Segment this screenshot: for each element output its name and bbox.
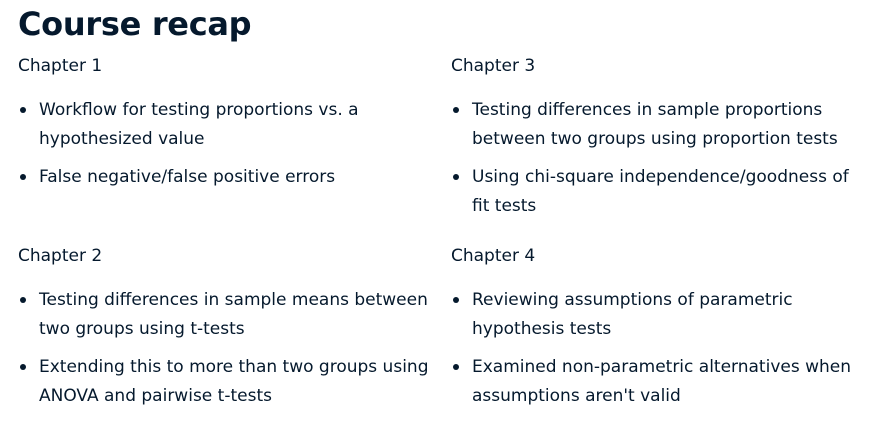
list-item xyxy=(18,286,430,344)
list-item-text: False negative/false positive errors xyxy=(39,167,336,187)
bullet-list xyxy=(451,286,863,411)
bullet-icon xyxy=(453,364,459,370)
list-item xyxy=(451,163,863,221)
list-item-text: Extending this to more than two groups using ANOVA and pairwise t-tests xyxy=(39,357,429,406)
bullet-icon xyxy=(20,297,26,303)
bullet-icon xyxy=(453,107,459,113)
list-item xyxy=(451,96,863,154)
list-item-text: Using chi-square independence/goodness of fit tests xyxy=(472,167,849,216)
chapter-heading: Chapter 4 xyxy=(451,246,536,266)
bullet-list xyxy=(18,286,430,411)
bullet-list xyxy=(451,96,863,221)
chapter-heading: Chapter 1 xyxy=(18,56,103,76)
bullet-icon xyxy=(20,364,26,370)
list-item-text: Examined non-parametric alternatives when assumptions aren't valid xyxy=(472,357,852,406)
chapter-heading: Chapter 3 xyxy=(451,56,536,76)
chapter-1-section xyxy=(18,54,430,201)
list-item-text: Workflow for testing proportions vs. a hypothesized value xyxy=(39,100,359,149)
bullet-icon xyxy=(453,297,459,303)
list-item-text: Reviewing assumptions of parametric hypothesis tests xyxy=(472,290,793,339)
bullet-icon xyxy=(20,174,26,180)
list-item-text: Testing differences in sample proportions between two groups using proportion tests xyxy=(472,100,838,149)
chapter-3-section xyxy=(451,54,863,230)
bullet-icon xyxy=(20,107,26,113)
chapter-4-section xyxy=(451,244,863,420)
bullet-list xyxy=(18,96,430,192)
chapter-2-section xyxy=(18,244,430,420)
bullet-icon xyxy=(453,174,459,180)
list-item xyxy=(18,353,430,411)
list-item xyxy=(451,286,863,344)
list-item xyxy=(18,163,430,192)
page-title: Course recap xyxy=(18,5,252,43)
list-item-text: Testing differences in sample means between two groups using t-tests xyxy=(39,290,428,339)
list-item xyxy=(18,96,430,154)
chapter-heading: Chapter 2 xyxy=(18,246,103,266)
list-item xyxy=(451,353,863,411)
